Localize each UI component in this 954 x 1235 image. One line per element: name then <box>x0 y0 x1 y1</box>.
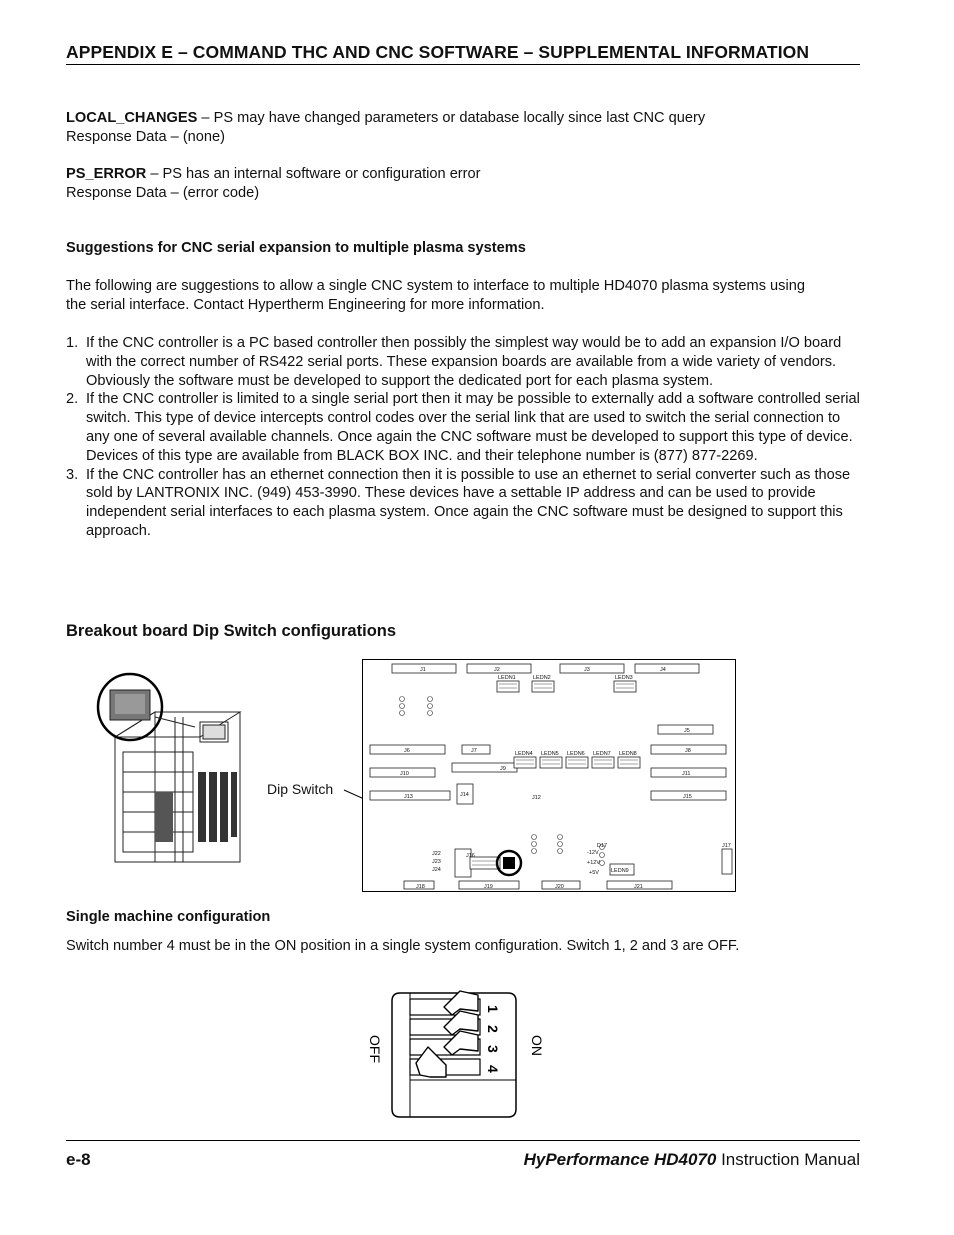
label-j23: J23 <box>432 859 441 865</box>
label-j16: J16 <box>466 853 475 859</box>
manual-label: Instruction Manual <box>716 1150 860 1169</box>
footer-manual-title <box>524 1150 860 1170</box>
breakout-heading: Breakout board Dip Switch configurations <box>66 622 397 640</box>
label-ledn3: LEDN3 <box>615 675 633 681</box>
label-j19: J19 <box>484 884 493 890</box>
label-j13: J13 <box>404 794 413 800</box>
label-j10: J10 <box>400 771 409 777</box>
list-item-text: If the CNC controller has an ethernet connection then it is possible to use an ethernet to serial converter such as those sold by LANTRONIX INC. (949) 453-3990. These devices have a settable IP address and can be used to provide independent serial interfaces to each plasma system. Once again the CNC software must be designed to support this approach. <box>86 466 851 539</box>
local-changes-term: LOCAL_CHANGES <box>66 110 198 126</box>
label-j11: J11 <box>682 771 691 777</box>
list-item-number: 1. <box>66 335 79 351</box>
label-j1: J1 <box>420 667 426 673</box>
label-ledn5: LEDN5 <box>541 751 559 757</box>
header-rule <box>66 64 860 65</box>
label-j17: J17 <box>722 843 731 849</box>
label-j7: J7 <box>471 748 477 754</box>
switch-2-number: 2 <box>485 1025 501 1033</box>
label-ledn6: LEDN6 <box>567 751 585 757</box>
appendix-header: APPENDIX E – COMMAND THC AND CNC SOFTWARE – SUPPLEMENTAL INFORMATION <box>66 42 810 62</box>
suggestions-intro-line1: The following are suggestions to allow a single CNC system to interface to multiple HD4070 plasma systems using <box>66 278 805 294</box>
label-j12: J12 <box>532 795 541 801</box>
label-j8: J8 <box>685 748 691 754</box>
label-j24: J24 <box>432 867 441 873</box>
suggestions-list <box>66 334 860 541</box>
list-item <box>66 390 860 465</box>
ps-error-block <box>66 165 866 203</box>
single-config-heading: Single machine configuration <box>66 909 271 925</box>
label-minus12v: -12V <box>587 850 599 856</box>
label-j6: J6 <box>404 748 410 754</box>
label-ledn8: LEDN8 <box>619 751 637 757</box>
local-changes-response: Response Data – (none) <box>66 128 226 145</box>
label-j3: J3 <box>584 667 590 673</box>
local-changes-desc: – PS may have changed parameters or database locally since last CNC query <box>197 110 706 126</box>
page-number: e-8 <box>66 1150 91 1169</box>
label-j9: J9 <box>500 766 506 772</box>
footer-rule <box>66 1140 860 1141</box>
local-changes-block <box>66 109 866 147</box>
label-ledn1: LEDN1 <box>498 675 516 681</box>
product-name: HyPerformance HD4070 <box>523 1150 717 1169</box>
dip-switch-diagram <box>360 985 550 1125</box>
label-ledn4: LEDN4 <box>515 751 533 757</box>
label-j5: J5 <box>684 728 690 734</box>
list-item-number: 2. <box>66 391 79 408</box>
label-j15: J15 <box>683 794 692 800</box>
list-item <box>66 466 860 541</box>
label-j22: J22 <box>432 851 441 857</box>
suggestions-heading: Suggestions for CNC serial expansion to multiple plasma systems <box>66 240 526 256</box>
on-side-label: ON <box>529 1035 545 1056</box>
label-j4: J4 <box>660 667 666 673</box>
label-j20: J20 <box>555 884 564 890</box>
switch-3-number: 3 <box>485 1045 501 1053</box>
label-plus5v: +5V <box>589 870 599 876</box>
label-j2: J2 <box>494 667 500 673</box>
dip-switch-label: Dip Switch <box>267 781 334 797</box>
label-d17: D17 <box>597 843 608 849</box>
label-ledn9: LEDN9 <box>611 868 629 874</box>
ps-error-response: Response Data – (error code) <box>66 184 260 201</box>
breakout-board-diagram <box>362 659 737 893</box>
list-item <box>66 334 860 390</box>
list-item-text: If the CNC controller is limited to a single serial port then it may be possible to externally add a software controlled serial switch. This type of device intercepts control codes over the serial link that are used to switch the serial connection to any one of several available channels. Once again the CNC software must be developed to support this type of device. Devices of this type are available from BLACK BOX INC. and their telephone number is (877) 877-2269. <box>86 391 860 464</box>
list-item-number: 3. <box>66 466 79 483</box>
plasma-cabinet-illustration <box>95 672 270 872</box>
single-config-text: Switch number 4 must be in the ON position in a single system configuration. Switch 1, 2 and 3 are OFF. <box>66 938 740 954</box>
label-ledn2: LEDN2 <box>533 675 551 681</box>
suggestions-intro <box>66 277 866 315</box>
label-j18: J18 <box>416 884 425 890</box>
suggestions-intro-line2: the serial interface. Contact Hypertherm Engineering for more information. <box>66 296 545 313</box>
label-j14: J14 <box>460 792 469 798</box>
label-plus12v: +12V <box>587 860 600 866</box>
label-ledn7: LEDN7 <box>593 751 611 757</box>
ps-error-term: PS_ERROR <box>66 166 147 182</box>
switch-1-number: 1 <box>485 1005 501 1013</box>
switch-4-number: 4 <box>485 1065 501 1073</box>
list-item-text: If the CNC controller is a PC based controller then possibly the simplest way would be to add an expansion I/O board with the correct number of RS422 serial ports. These expansion boards are available from a wide variety of vendors. Obviously the software must be developed to support the dedicated port for each plasma system. <box>86 335 842 389</box>
label-j21: J21 <box>634 884 643 890</box>
ps-error-desc: – PS has an internal software or configuration error <box>146 166 481 182</box>
off-side-label: OFF <box>367 1035 383 1063</box>
